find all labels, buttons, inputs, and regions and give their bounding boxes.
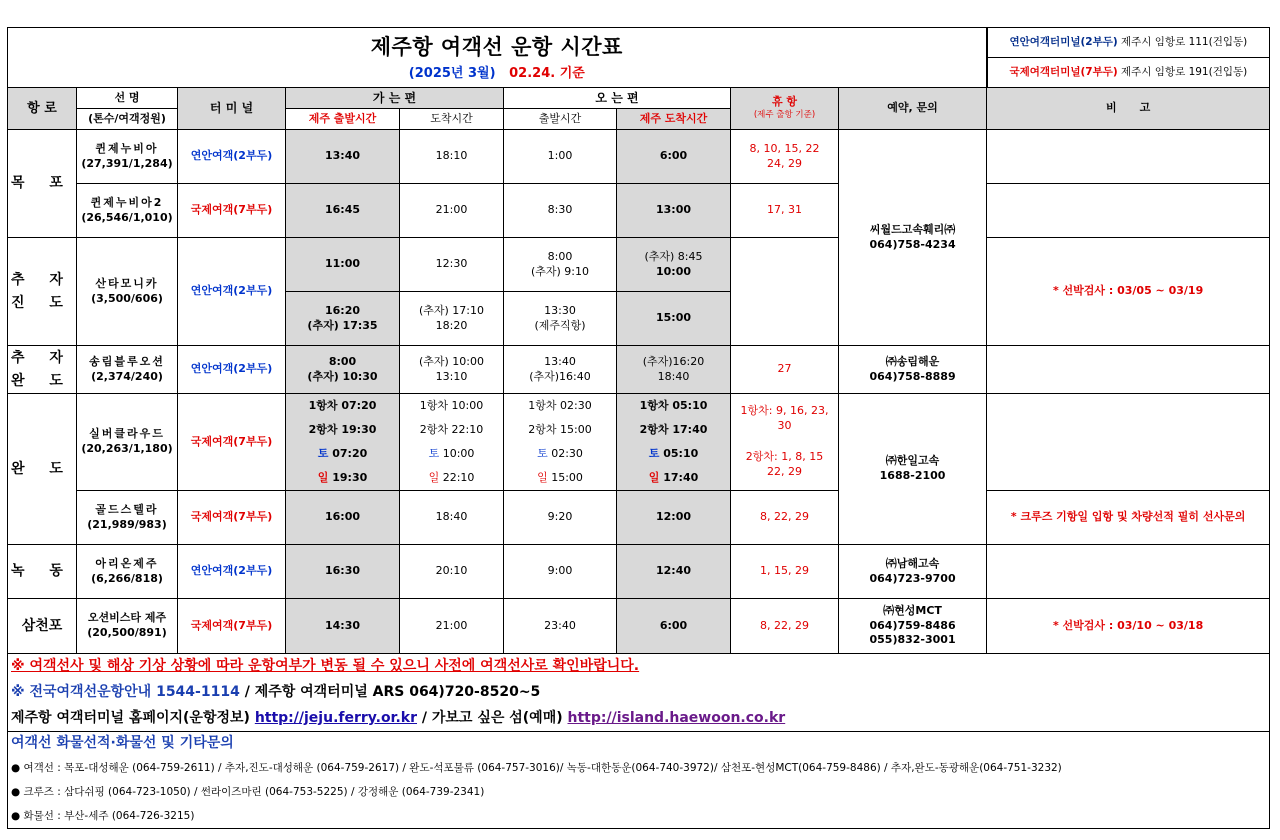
col-jeju-depart: 제주 출발시간 (286, 109, 400, 130)
saturday-label: 토 (648, 447, 660, 460)
route-line: 추 자 (11, 272, 73, 289)
contact-name: ㈜현성MCT (883, 603, 942, 617)
arrive-time: 20:10 (400, 545, 504, 599)
arrive-time: 21:00 (400, 599, 504, 654)
time-line: 1항차 02:30 (528, 399, 592, 412)
ship-name: 아리온제주 (95, 556, 159, 570)
time-line: 2항차 15:00 (528, 423, 592, 436)
time-line (402, 442, 501, 466)
time-line: 13:40 (544, 354, 576, 368)
timetable (7, 27, 1270, 829)
jeju-depart-time: 14:30 (286, 599, 400, 654)
arrive-time: 18:40 (400, 491, 504, 545)
footer-info (8, 680, 1270, 706)
subtitle-date: (2025년 3월) (408, 65, 496, 81)
off-days-cell: 27 (731, 346, 839, 394)
jeju-arrive-time: 15:00 (617, 292, 731, 346)
off-days-line: 24, 29 (767, 156, 802, 170)
ship-name: 오션비스타 제주 (87, 611, 167, 625)
island-link[interactable]: http://island.haewoon.co.kr (567, 709, 786, 726)
homepage-prefix: 제주항 여객터미널 홈페이지(운항정보) (11, 709, 255, 726)
off-days-cell: 1, 15, 29 (731, 545, 839, 599)
route-chuja-jindo (8, 238, 77, 346)
jeju-arrive-time (617, 238, 731, 292)
off-days-cell (731, 130, 839, 184)
col-arrive: 도착시간 (400, 109, 504, 130)
contact-tel: 064)723-9700 (869, 571, 956, 585)
terminal-cell: 국제여객(7부두) (178, 491, 286, 545)
col-terminal: 터 미 널 (178, 88, 286, 130)
ship-name: 퀸제누비아 (95, 141, 159, 155)
sunday-label: 일 (537, 471, 548, 484)
time-line (506, 442, 614, 466)
depart-time: 8:30 (504, 184, 617, 238)
time-value: 17:40 (663, 471, 699, 484)
passenger-contacts: ● 여객선 : 목포-대성해운 (064-759-2611) / 추자,진도-대성해운 (064-759-2617) / 완도-석포물류 (064-757-3016)/ 녹동-대한동운(064-740-3972)/ 삼천포-현성MCT(064-759-8486) / 추자,완도-동광해운(064-751-3232) (11, 761, 1062, 774)
footer-cargo-title (8, 732, 1270, 756)
time-line: 1항차 10:00 (419, 399, 484, 412)
jeju-depart-time: 16:30 (286, 545, 400, 599)
sunday-label: 일 (648, 471, 660, 484)
time-value: 07:20 (332, 447, 368, 460)
col-inbound: 오 는 편 (504, 88, 731, 109)
time-value: 05:10 (663, 447, 699, 460)
table-row (8, 394, 1270, 491)
arrive-time: 18:10 (400, 130, 504, 184)
col-route: 항 로 (8, 88, 77, 130)
saturday-label: 토 (428, 447, 440, 460)
time-line: 2항차 19:30 (308, 423, 377, 436)
depart-time (504, 394, 617, 491)
time-line: 2항차 17:40 (639, 423, 708, 436)
ship-capacity: (3,500/606) (91, 291, 163, 305)
jeju-arrive-time: 12:00 (617, 491, 731, 545)
freight-contacts: ● 화물선 : 부산-세주 (064-726-3215) (11, 809, 195, 822)
route-nokdong: 녹 동 (8, 545, 77, 599)
arrive-time (400, 346, 504, 394)
contact-name: ㈜송림해운 (885, 354, 940, 368)
note-cell (987, 184, 1270, 238)
homepage-mid: / 가보고 싶은 섬(예매) (417, 709, 568, 726)
table-row (8, 599, 1270, 654)
terminal-1-name: 연안여객터미널(2부두) (1009, 36, 1118, 49)
table-row (8, 346, 1270, 394)
off-days-line: 22, 29 (767, 464, 802, 478)
jeju-depart-time (286, 346, 400, 394)
table-row (8, 130, 1270, 184)
timetable-sheet (7, 27, 1269, 829)
time-line (506, 466, 614, 490)
ship-cell (77, 184, 178, 238)
time-line: 1항차 07:20 (308, 399, 377, 412)
title-cell (8, 28, 987, 88)
contact-tel: 064)758-4234 (869, 237, 956, 251)
saturday-label: 토 (537, 447, 548, 460)
footer-cruise (8, 781, 1270, 805)
jeju-depart-time: 16:00 (286, 491, 400, 545)
ship-cell (77, 394, 178, 491)
time-line: 2항차 22:10 (419, 423, 484, 436)
time-value: 10:00 (442, 447, 475, 460)
jeju-arrive-time (617, 346, 731, 394)
jeju-depart-time: 16:45 (286, 184, 400, 238)
ship-capacity: (27,391/1,284) (81, 156, 173, 170)
contact-tel: 064)759-8486 (869, 618, 956, 632)
col-contact: 예약, 문의 (839, 88, 987, 130)
ship-cell (77, 346, 178, 394)
ship-capacity: (20,500/891) (87, 626, 167, 639)
col-ship-sub: (톤수/여객정원) (77, 109, 178, 130)
ship-cell (77, 130, 178, 184)
time-line: (추자) 10:00 (418, 354, 485, 368)
contact-hyunsung (839, 599, 987, 654)
col-jeju-arrive: 제주 도착시간 (617, 109, 731, 130)
info-prefix: ※ 전국여객선운항안내 (11, 684, 157, 701)
route-wando: 완 도 (8, 394, 77, 545)
time-line: 8:00 (328, 354, 357, 368)
time-line: (추자) 17:10 (418, 303, 485, 317)
time-line: 13:10 (435, 369, 468, 383)
depart-time: 1:00 (504, 130, 617, 184)
off-days-cell: 8, 22, 29 (731, 491, 839, 545)
table-row (8, 545, 1270, 599)
off-days-line: 2항차: 1, 8, 15 (745, 450, 824, 463)
time-line: 16:20 (324, 303, 360, 317)
footer-freight (8, 805, 1270, 829)
contact-namhae (839, 545, 987, 599)
time-line (288, 442, 397, 466)
terminal-2-addr: 제주시 임항로 191(건입동) (1121, 66, 1248, 79)
ship-cell (77, 238, 178, 346)
col-off-days-label: 휴 항 (771, 95, 798, 109)
time-line (619, 466, 728, 490)
contact-seaworld (839, 130, 987, 346)
contact-tel: 055)832-3001 (869, 633, 956, 647)
time-value: 22:10 (442, 471, 475, 484)
jeju-arrive-time: 13:00 (617, 184, 731, 238)
time-line: (제주직항) (534, 318, 586, 332)
off-days-cell (731, 238, 839, 346)
arrive-time (400, 394, 504, 491)
arrive-time: 21:00 (400, 184, 504, 238)
contact-songrim (839, 346, 987, 394)
time-line (288, 466, 397, 490)
jeju-arrive-time: 6:00 (617, 599, 731, 654)
jeju-depart-time (286, 292, 400, 346)
time-line: 10:00 (655, 264, 691, 278)
time-line: (추자) 8:45 (644, 249, 703, 263)
jeju-arrive-time (617, 394, 731, 491)
subtitle-base: 02.24. 기준 (509, 65, 585, 81)
ship-name: 실버클라우드 (89, 427, 165, 441)
time-line (619, 442, 728, 466)
depart-time (504, 292, 617, 346)
time-line: (추자) 17:35 (307, 318, 378, 332)
ship-cell (77, 491, 178, 545)
ship-capacity: (21,989/983) (87, 517, 167, 531)
terminal-cell: 국제여객(7부두) (178, 184, 286, 238)
off-days-line: 1항차: 9, 16, 23, 30 (740, 404, 829, 433)
arrive-time (400, 292, 504, 346)
table-row (8, 238, 1270, 292)
time-line: (추자) 10:30 (307, 369, 378, 383)
saturday-label: 토 (317, 447, 329, 460)
off-days-cell: 8, 22, 29 (731, 599, 839, 654)
time-line: (추자)16:20 (642, 354, 705, 368)
page-subtitle (10, 65, 984, 83)
arrive-time: 12:30 (400, 238, 504, 292)
ship-capacity: (20,263/1,180) (81, 442, 173, 455)
terminal-cell: 연안여객(2부두) (178, 346, 286, 394)
contact-name: ㈜남해고속 (885, 556, 940, 570)
ship-cell (77, 599, 178, 654)
note-cell (987, 545, 1270, 599)
ship-capacity: (26,546/1,010) (81, 210, 173, 224)
note-cell (987, 346, 1270, 394)
footer-passenger (8, 756, 1270, 781)
time-line: (추자)16:40 (529, 369, 591, 383)
depart-time (504, 238, 617, 292)
off-days-line: 8, 10, 15, 22 (749, 141, 820, 155)
off-days-cell: 17, 31 (731, 184, 839, 238)
note-cell: * 선박검사 : 03/10 ~ 03/18 (987, 599, 1270, 654)
terminal-2-name: 국제여객터미널(7부두) (1009, 66, 1118, 79)
info-tel: 1544-1114 (156, 684, 240, 701)
off-days-cell (731, 394, 839, 491)
route-line: 추 자 (11, 350, 73, 367)
jeju-depart-time (286, 394, 400, 491)
cargo-title: 여객선 화물선적·화물선 및 기타문의 (11, 735, 234, 752)
terminal-cell: 국제여객(7부두) (178, 394, 286, 491)
jeju-depart-time: 11:00 (286, 238, 400, 292)
footer-warning (8, 654, 1270, 680)
contact-hanil (839, 394, 987, 545)
sunday-label: 일 (317, 471, 329, 484)
col-ship-name: 선 명 (77, 88, 178, 109)
contact-name: ㈜한일고속 (885, 454, 940, 468)
col-depart: 출발시간 (504, 109, 617, 130)
jeju-arrive-time: 6:00 (617, 130, 731, 184)
page-title: 제주항 여객선 운항 시간표 (370, 34, 623, 59)
contact-name: 씨월드고속훼리㈜ (869, 222, 956, 236)
terminal-cell: 연안여객(2부두) (178, 545, 286, 599)
col-outbound: 가 는 편 (286, 88, 504, 109)
homepage-link[interactable]: http://jeju.ferry.or.kr (254, 709, 418, 726)
ship-name: 산타모니카 (95, 276, 159, 290)
ship-name: 퀸제누비아2 (90, 195, 164, 209)
sunday-label: 일 (428, 471, 440, 484)
depart-time: 9:20 (504, 491, 617, 545)
route-line: 진 도 (11, 294, 73, 311)
time-line: 18:40 (657, 369, 690, 383)
contact-tel: 064)758-8889 (869, 369, 956, 383)
time-value: 02:30 (551, 447, 583, 460)
route-chuja-wando (8, 346, 77, 394)
terminal-info-1 (987, 28, 1270, 58)
cruise-contacts: ● 크루즈 : 삼다쉬핑 (064-723-1050) / 썬라이즈마린 (064-753-5225) / 강정해운 (064-739-2341) (11, 786, 485, 799)
contact-tel: 1688-2100 (879, 469, 946, 482)
note-cell: * 선박검사 : 03/05 ~ 03/19 (987, 238, 1270, 346)
note-cell: * 크루즈 기항일 입항 및 차량선적 필히 선사문의 (987, 491, 1270, 545)
time-value: 15:00 (551, 471, 583, 484)
col-off-days-sub: (제주 출항 기준) (753, 110, 816, 121)
time-line: 8:00 (547, 249, 573, 263)
ship-capacity: (6,266/818) (91, 571, 163, 585)
terminal-cell: 연안여객(2부두) (178, 238, 286, 346)
route-mokpo: 목 포 (8, 130, 77, 238)
jeju-arrive-time: 12:40 (617, 545, 731, 599)
time-line: 18:20 (435, 318, 468, 332)
note-cell (987, 394, 1270, 491)
terminal-1-addr: 제주시 임항로 111(건입동) (1121, 36, 1248, 49)
ship-cell (77, 545, 178, 599)
terminal-info-2 (987, 58, 1270, 88)
table-row (8, 184, 1270, 238)
depart-time: 9:00 (504, 545, 617, 599)
time-line (402, 466, 501, 490)
route-line: 완 도 (11, 372, 73, 389)
time-line: 1항차 05:10 (639, 399, 708, 412)
jeju-depart-time: 13:40 (286, 130, 400, 184)
depart-time (504, 346, 617, 394)
time-line: (추자) 9:10 (530, 264, 590, 278)
time-line: 13:30 (544, 303, 576, 317)
note-cell (987, 130, 1270, 184)
col-notes: 비 고 (987, 88, 1270, 130)
table-row (8, 491, 1270, 545)
terminal-cell: 국제여객(7부두) (178, 599, 286, 654)
info-suffix: / 제주항 여객터미널 ARS 064)720-8520~5 (239, 684, 541, 701)
col-off-days (731, 88, 839, 130)
ship-name: 골드스텔라 (95, 502, 159, 516)
route-samcheonpo: 삼천포 (8, 599, 77, 654)
time-value: 19:30 (332, 471, 368, 484)
ship-name: 송림블루오션 (89, 354, 165, 368)
warning-text: ※ 여객선사 및 해상 기상 상황에 따라 운항여부가 변동 될 수 있으니 사전에 여객선사로 확인바랍니다. (11, 658, 640, 675)
ship-capacity: (2,374/240) (91, 369, 163, 383)
footer-homepage (8, 706, 1270, 732)
depart-time: 23:40 (504, 599, 617, 654)
terminal-cell: 연안여객(2부두) (178, 130, 286, 184)
